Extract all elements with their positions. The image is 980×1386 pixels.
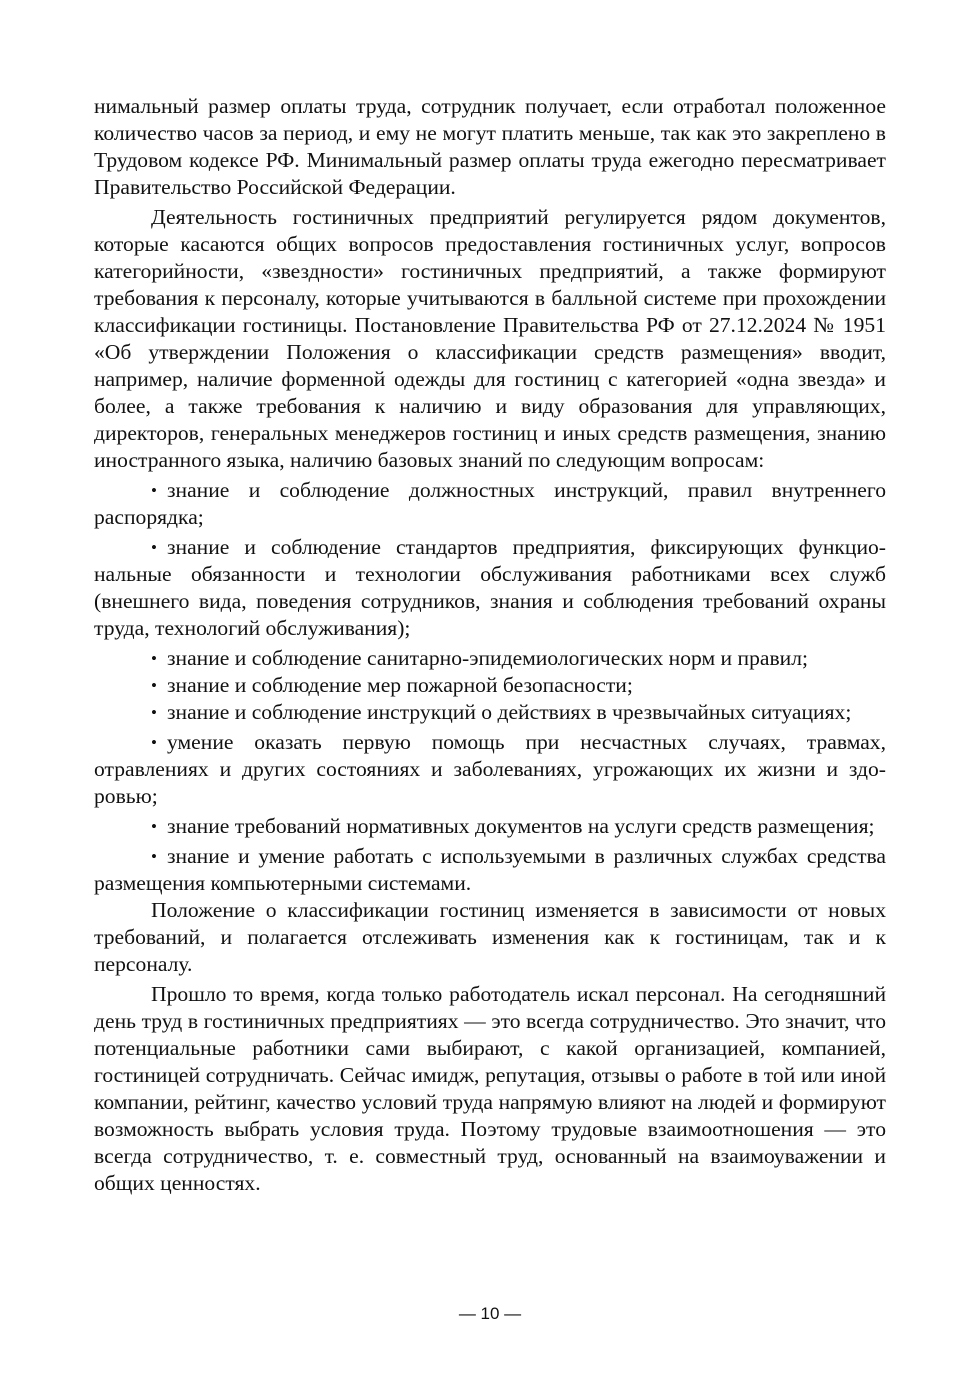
- paragraph-classification: Положение о классификации гостиниц изменяется в зависимости от новых требований, и полагается отслеживать изменения как к гостиницам, так и к персоналу.: [94, 898, 886, 976]
- bullet-icon: •: [151, 733, 157, 752]
- bullet-item: [94, 699, 886, 726]
- bullet-text: знание и соблюдение должностных инструкций, правил внутреннего распорядка;: [94, 478, 886, 529]
- bullet-icon: •: [151, 538, 157, 557]
- bullet-item: [94, 645, 886, 672]
- bullet-item: [94, 729, 886, 810]
- paragraph-cooperation: Прошло то время, когда только работодатель искал персонал. На сегодняшний день труд в гостиничных предприятиях — это всегда сотрудничество. Это значит, что потенциальные работники сами выбирают, с какой организацией, компанией, гостиницей сотрудничать. Сейчас имидж, репутация, отзывы о работе в той или иной компании, рейтинг, качество условий труда напрямую влияют на людей и формируют возможность выбрать условия труда. Поэтому трудовые взаимоотношения — это всегда сотрудничество, т. е. совместный труд, основанный на взаимоуважении и общих ценностях.: [94, 982, 886, 1195]
- page-number: — 10 —: [458, 1304, 522, 1323]
- paragraph-continuation: нимальный размер оплаты труда, сотрудник получает, если отработал положенное количество часов за период, и ему не могут платить меньше, так как это закреплено в Трудовом кодексе РФ. Минимальный размер оплаты труда ежегодно пересматривает Правительство Российской Федерации.: [94, 94, 886, 199]
- bullet-text: знание и умение работать с используемыми в различных службах средства размещения компьютерными системами.: [94, 844, 886, 895]
- bullet-text: знание и соблюдение стандартов предприятия, фиксирующих функциональные обязанности и технологии обслуживания работниками всех служб (внешнего вида, поведения сотрудников, знания и соблюдения требований охраны труда, технологий обслуживания);: [94, 535, 886, 640]
- bullet-text: знание требований нормативных документов на услуги средств размещения;: [167, 814, 875, 838]
- paragraph-regulation: Деятельность гостиничных предприятий регулируется рядом документов, которые касаются общих вопросов предоставления гостиничных услуг, вопросов категорийности, «звездности» гостиничных предприятий, а также формируют требования к персоналу, которые учитываются в балльной системе при прохождении классификации гостиницы. Постановление Правительства РФ от 27.12.2024 № 1951 «Об утверждении Положения о классификации средств размещения» вводит, например, наличие форменной одежды для гостиниц с категорией «одна звезда» и более, а также требования к наличию и виду образования для управляющих, директоров, генеральных менеджеров гостиниц и иных средств размещения, знанию иностранного языка, наличию базовых знаний по следующим вопросам:: [94, 205, 886, 472]
- bullet-text: знание и соблюдение санитарно-эпидемиологических норм и правил;: [167, 646, 808, 670]
- bullet-icon: •: [151, 481, 157, 500]
- bullet-icon: •: [151, 649, 157, 668]
- bullet-item: [94, 843, 886, 897]
- bullet-item: [94, 813, 886, 840]
- bullet-text: знание и соблюдение мер пожарной безопасности;: [167, 673, 633, 697]
- bullet-text: знание и соблюдение инструкций о действиях в чрезвычайных ситуациях;: [167, 700, 852, 724]
- bullet-icon: •: [151, 817, 157, 836]
- bullet-text: умение оказать первую помощь при несчастных случаях, травмах, отравлениях и других состояниях и заболеваниях, угрожающих их жизни и здоровью;: [94, 730, 886, 808]
- bullet-item: [94, 534, 886, 642]
- bullet-icon: •: [151, 676, 157, 695]
- bullet-icon: •: [151, 703, 157, 722]
- bullet-icon: •: [151, 847, 157, 866]
- page-body: [94, 93, 886, 1197]
- bullet-item: [94, 477, 886, 531]
- bullet-item: [94, 672, 886, 699]
